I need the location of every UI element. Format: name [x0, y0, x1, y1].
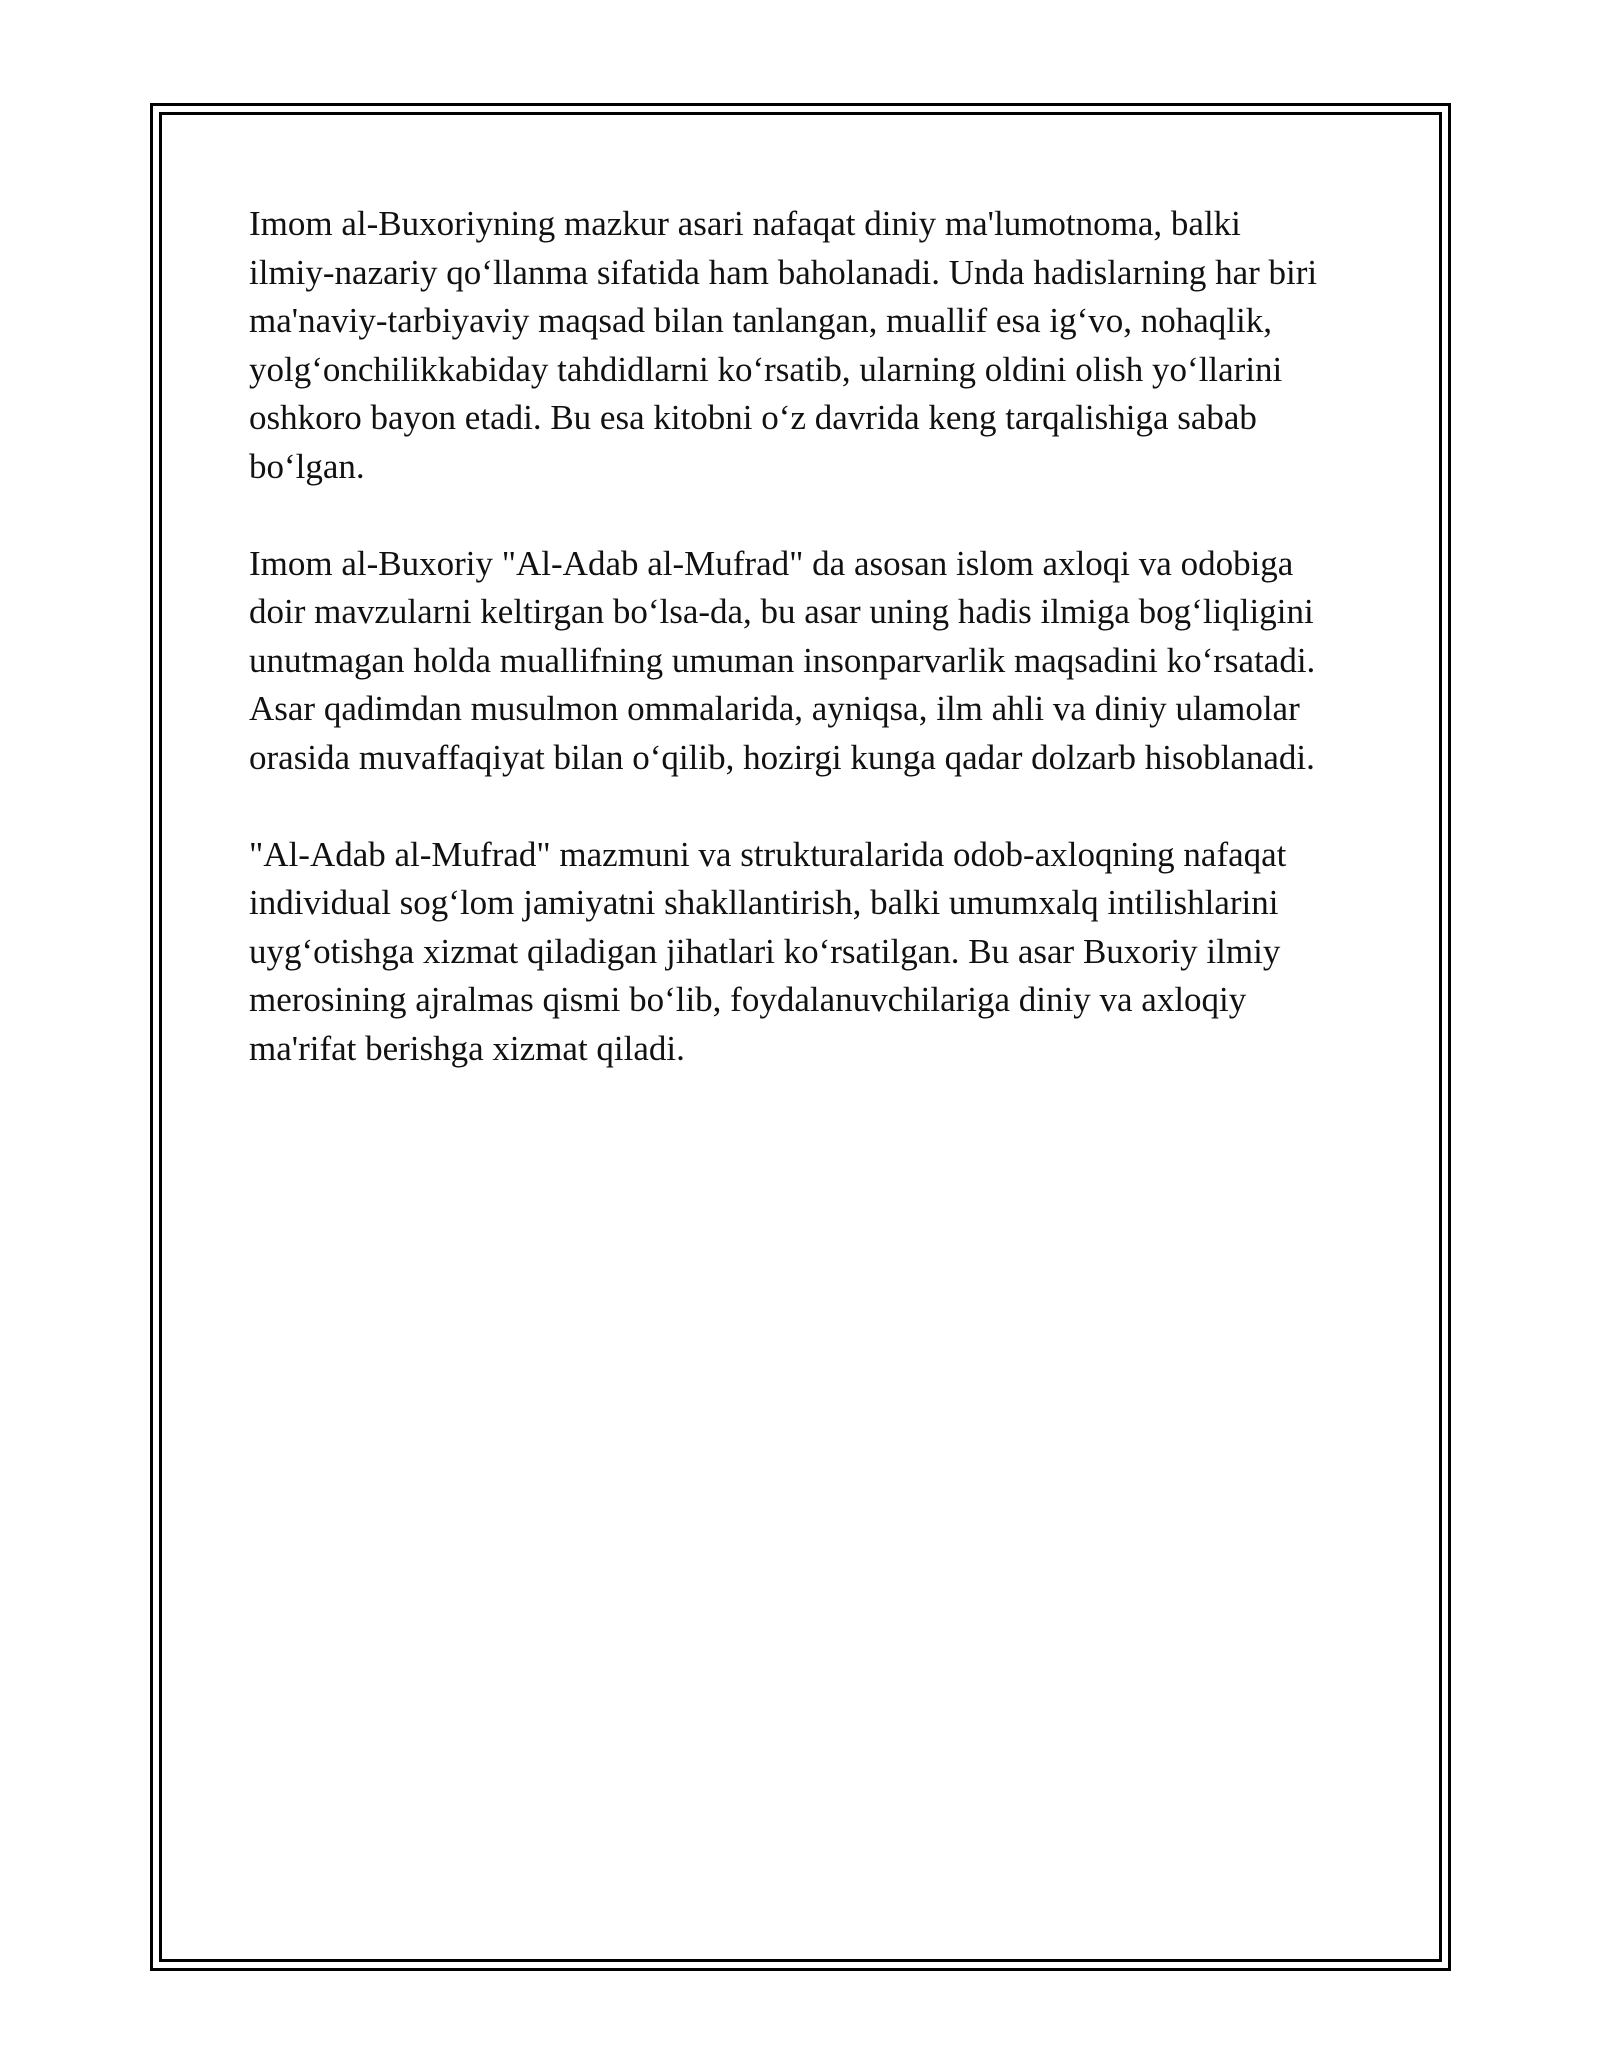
paragraph-1 [249, 200, 1389, 491]
paragraph-line: unutmagan holda muallifning umuman insonparvarlik maqsadini ko‘rsatadi. [249, 640, 1316, 680]
paragraph-line: Asar qadimdan musulmon ommalarida, ayniqsa, ilm ahli va diniy ulamolar [249, 689, 1300, 728]
page-border-outer [150, 103, 1451, 1971]
paragraph-line: individual sog‘lom jamiyatni shakllantirish, balki umumxalq intilishlarini [249, 883, 1279, 922]
paragraph-line: "Al-Adab al-Mufrad" mazmuni va strukturalarida odob-axloqning nafaqat [249, 834, 1287, 874]
paragraph-line: Imom al-Buxoriyning mazkur asari nafaqat diniy ma'lumotnoma, balki [249, 204, 1241, 243]
paragraph-line: ma'naviy-tarbiyaviy maqsad bilan tanlangan, muallif esa ig‘vo, nohaqlik, [249, 301, 1272, 340]
paragraph-3 [249, 831, 1389, 1074]
document-body [249, 200, 1389, 1122]
paragraph-line: orasida muvaffaqiyat bilan o‘qilib, hozirgi kunga qadar dolzarb hisoblanadi. [249, 737, 1315, 777]
paragraph-line: oshkoro bayon etadi. Bu esa kitobni o‘z davrida keng tarqalishiga sabab [249, 398, 1257, 437]
paragraph-2 [249, 540, 1389, 783]
paragraph-line: merosining ajralmas qismi bo‘lib, foydalanuvchilariga diniy va axloqiy [249, 980, 1247, 1019]
page-border-inner [159, 112, 1442, 1962]
paragraph-line: ilmiy-nazariy qo‘llanma sifatida ham baholanadi. Unda hadislarning har biri [249, 252, 1318, 292]
paragraph-line: doir mavzularni keltirgan bo‘lsa-da, bu asar uning hadis ilmiga bog‘liqligini [249, 592, 1314, 631]
paragraph-line: yolg‘onchilikkabiday tahdidlarni ko‘rsatib, ularning oldini olish yo‘llarini [249, 349, 1283, 389]
paragraph-line: ma'rifat berishga xizmat qiladi. [249, 1028, 685, 1068]
paragraph-line: bo‘lgan. [249, 446, 365, 486]
paragraph-line: uyg‘otishga xizmat qiladigan jihatlari ko‘rsatilgan. Bu asar Buxoriy ilmiy [249, 931, 1281, 971]
paragraph-line: Imom al-Buxoriy "Al-Adab al-Mufrad" da asosan islom axloqi va odobiga [249, 543, 1294, 583]
